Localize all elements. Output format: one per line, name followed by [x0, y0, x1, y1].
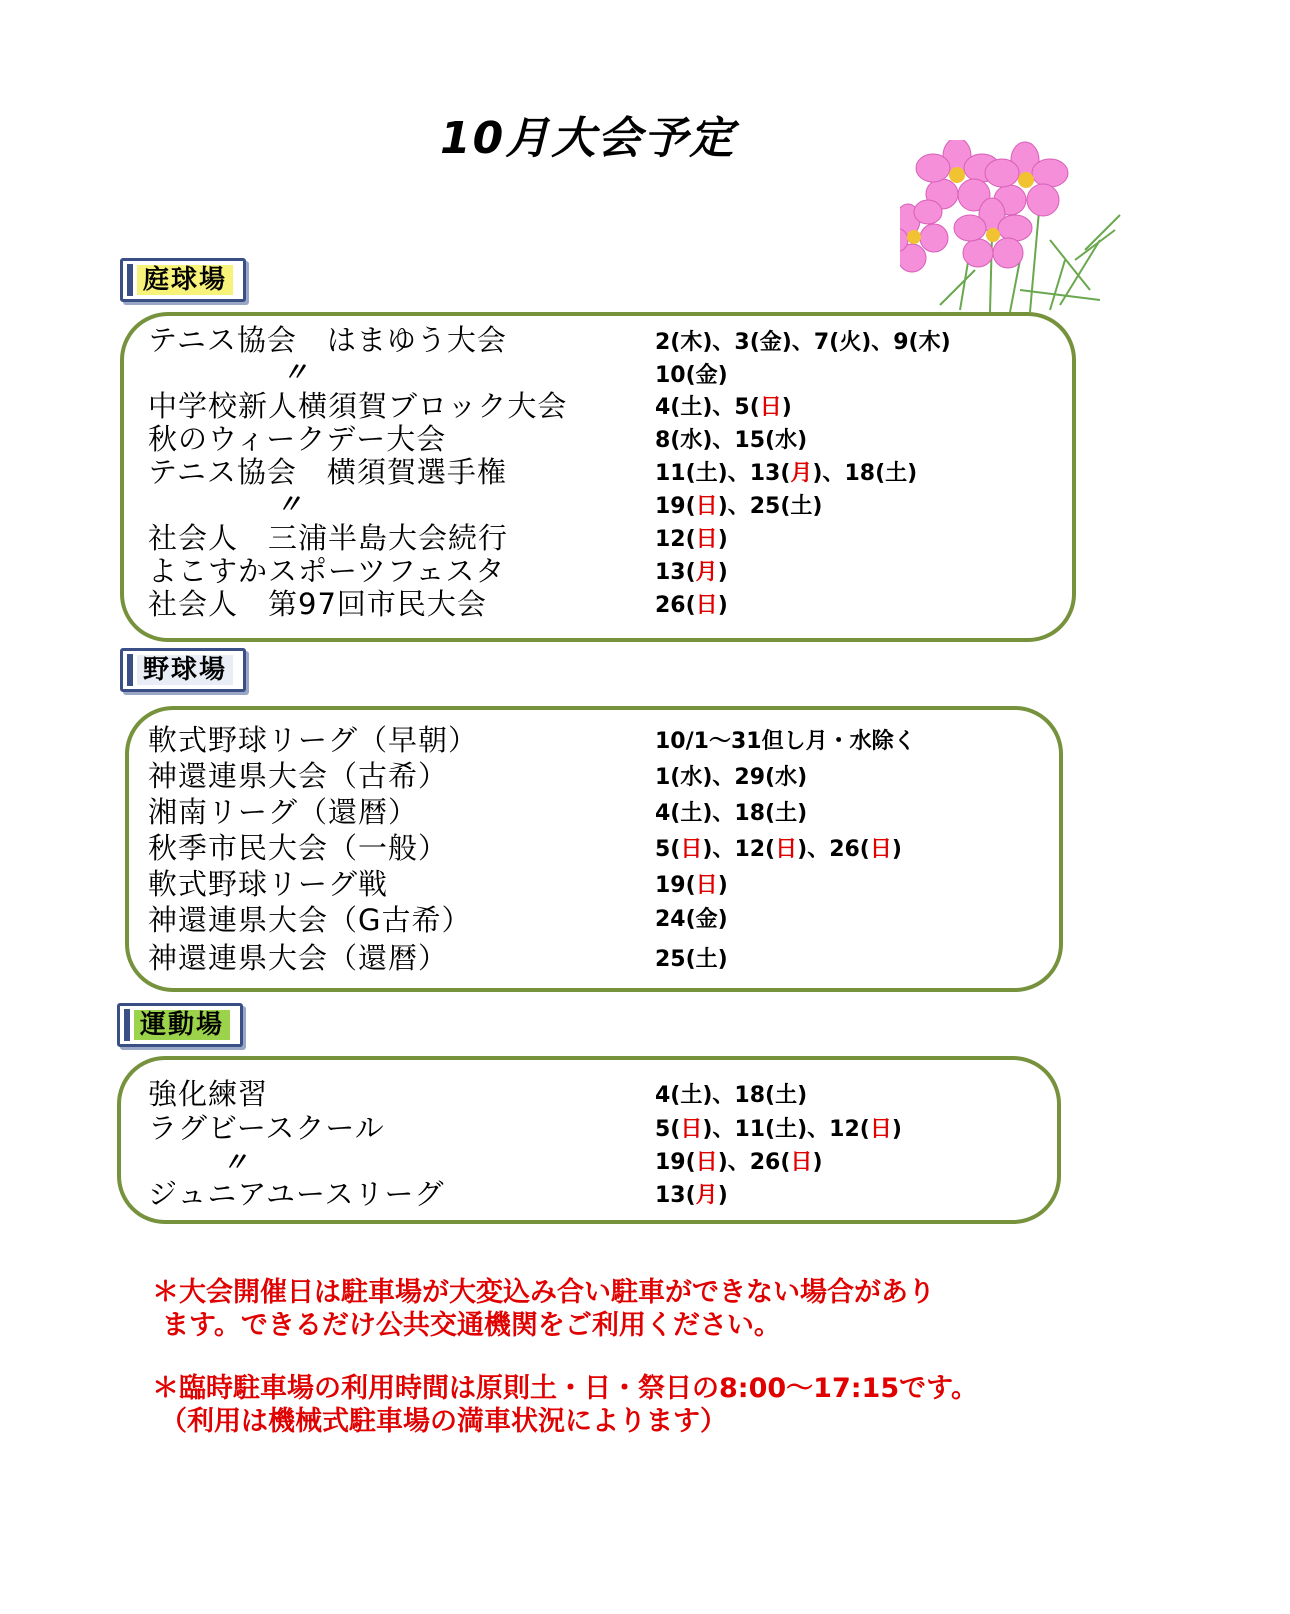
cosmos-flower-illustration [900, 140, 1130, 315]
event-dates [655, 423, 807, 454]
event-dates [655, 1178, 728, 1209]
event-dates [655, 1112, 902, 1143]
date-text: ) [781, 395, 792, 420]
event-name: 神還連県大会（G古希） [148, 903, 472, 937]
event-name: 社会人 第97回市民大会 [148, 587, 487, 621]
date-text: 5( [655, 837, 681, 862]
date-text: )、26( [717, 1150, 791, 1175]
event-dates [655, 358, 728, 389]
event-dates [655, 456, 917, 487]
date-text: ) [717, 873, 728, 898]
section-title-athletic-field: 運動場 [134, 1010, 230, 1040]
holiday-day-label: 日 [680, 1117, 703, 1142]
event-dates [655, 724, 916, 755]
flower-3 [900, 200, 948, 272]
event-dates [655, 902, 728, 933]
date-text: ) [891, 1117, 902, 1142]
holiday-day-label: 日 [695, 494, 718, 519]
list-item [148, 790, 418, 831]
event-dates [655, 1078, 807, 1109]
date-text: 19( [655, 1150, 696, 1175]
date-text: 4(土)、18(土) [655, 801, 808, 826]
holiday-day-label: 日 [680, 837, 703, 862]
list-item [148, 318, 507, 359]
ditto-mark: 〃 [222, 1148, 249, 1178]
list-item [148, 936, 448, 977]
date-text: ) [717, 560, 728, 585]
parking-note-line-1: ＊大会開催日は駐車場が大変込み合い駐車ができない場合があり [152, 1277, 935, 1308]
date-text: 26( [655, 593, 696, 618]
date-text: 5( [655, 1117, 681, 1142]
event-name: 軟式野球リーグ戦 [148, 867, 389, 901]
event-dates [655, 522, 728, 553]
event-name: 中学校新人横須賀ブロック大会 [148, 389, 568, 423]
event-dates [655, 489, 822, 520]
holiday-day-label: 月 [695, 1183, 718, 1208]
event-dates [655, 760, 807, 791]
event-name: ジュニアユースリーグ [148, 1177, 445, 1211]
page-title: 10月大会予定 [440, 113, 736, 164]
list-item [148, 826, 448, 867]
holiday-day-label: 日 [790, 1150, 813, 1175]
date-text: 4(土)、5( [655, 395, 760, 420]
event-name: テニス協会 横須賀選手権 [148, 455, 507, 489]
event-name: 社会人 三浦半島大会続行 [148, 521, 509, 555]
holiday-day-label: 日 [695, 873, 718, 898]
event-name: 湘南リーグ（還暦） [148, 795, 419, 829]
date-text: 1(水)、29(水) [655, 765, 808, 790]
date-text: ) [812, 1150, 823, 1175]
date-text: 2(木)、3(金)、7(火)、9(木) [655, 330, 951, 355]
date-text: )、12( [702, 837, 776, 862]
section-tag-tennis [120, 258, 246, 302]
date-text: 4(土)、18(土) [655, 1083, 808, 1108]
parking-note-line-2: ます。できるだけ公共交通機関をご利用ください。 [162, 1310, 781, 1341]
date-text: 8(水)、15(水) [655, 428, 808, 453]
date-text: 13( [655, 1183, 696, 1208]
event-dates [655, 390, 792, 421]
date-text: 25(土) [655, 947, 728, 972]
event-name: 神還連県大会（還暦） [148, 941, 449, 975]
holiday-day-label: 日 [759, 395, 782, 420]
event-name: 神還連県大会（古希） [148, 759, 449, 793]
list-item [148, 754, 448, 795]
holiday-day-label: 月 [790, 461, 813, 486]
date-text: )、25(土) [717, 494, 823, 519]
event-dates [655, 832, 902, 863]
holiday-day-label: 日 [695, 1150, 718, 1175]
section-title-tennis: 庭球場 [137, 265, 233, 295]
date-text: 11(土)、13( [655, 461, 791, 486]
event-name: 軟式野球リーグ（早朝） [148, 723, 479, 757]
date-text: )、18(土) [812, 461, 918, 486]
event-dates [655, 1145, 823, 1176]
list-item [148, 1106, 385, 1147]
date-text: )、11(土)、12( [702, 1117, 870, 1142]
event-name: ラグビースクール [148, 1111, 385, 1145]
date-text: 24(金) [655, 907, 728, 932]
holiday-day-label: 月 [695, 560, 718, 585]
date-text: ) [891, 837, 902, 862]
event-dates [655, 555, 728, 586]
date-text: 13( [655, 560, 696, 585]
event-dates [655, 942, 728, 973]
event-name: テニス協会 はまゆう大会 [148, 323, 507, 357]
date-text: 10(金) [655, 363, 728, 388]
date-text: ) [717, 1183, 728, 1208]
event-name: 秋のウィークデー大会 [148, 422, 447, 456]
parking-note-line-3: ＊臨時駐車場の利用時間は原則土・日・祭日の8:00〜17:15です。 [152, 1373, 978, 1404]
event-name: 秋季市民大会（一般） [148, 831, 449, 865]
holiday-day-label: 日 [695, 593, 718, 618]
list-item [148, 718, 478, 759]
section-tag-athletic-field [117, 1003, 243, 1047]
event-dates [655, 796, 807, 827]
date-text: )、26( [797, 837, 870, 862]
list-item [148, 898, 471, 939]
date-text: 10/1〜31但し月・水除く [655, 729, 916, 754]
event-dates [655, 325, 951, 356]
date-text: 12( [655, 527, 696, 552]
list-item [148, 1172, 445, 1213]
event-name: よこすかスポーツフェスタ [148, 554, 506, 588]
event-dates [655, 588, 728, 619]
date-text: ) [717, 593, 728, 618]
holiday-day-label: 日 [869, 837, 892, 862]
section-title-baseball: 野球場 [137, 655, 233, 685]
parking-note-line-4: （利用は機械式駐車場の満車状況によります） [160, 1406, 727, 1437]
list-item [148, 862, 388, 903]
list-item [148, 450, 507, 491]
list-item [148, 582, 487, 623]
event-dates [655, 868, 728, 899]
date-text: 19( [655, 873, 696, 898]
ditto-mark: 〃 [282, 358, 309, 388]
event-name: 強化練習 [148, 1077, 269, 1111]
ditto-mark: 〃 [276, 490, 303, 520]
date-text: 19( [655, 494, 696, 519]
holiday-day-label: 日 [695, 527, 718, 552]
date-text: ) [717, 527, 728, 552]
section-tag-baseball [120, 648, 246, 692]
holiday-day-label: 日 [775, 837, 798, 862]
holiday-day-label: 日 [869, 1117, 892, 1142]
